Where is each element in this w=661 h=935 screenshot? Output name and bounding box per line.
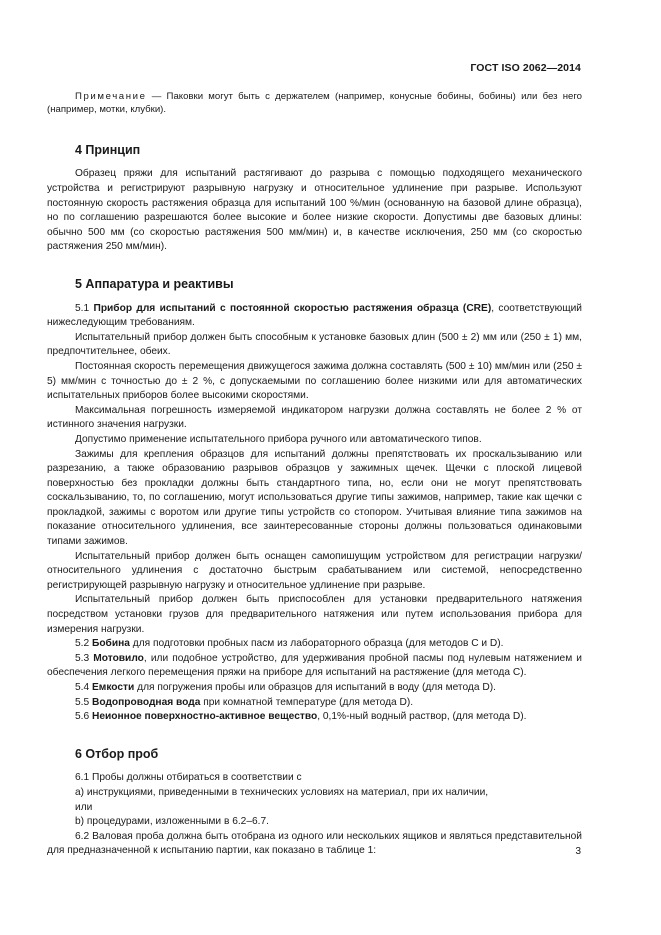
paragraph-error: Максимальная погрешность измеряемой индикатором нагрузки должна составлять не более 2 % от истинного значения нагрузки. <box>47 404 582 431</box>
clause-text: для подготовки пробных пасм из лабораторного образца (для методов C и D). <box>129 638 504 650</box>
clause-text: для погружения пробы или образцов для испытаний в воду (для метода D). <box>134 682 496 693</box>
clause-term: Водопроводная вода <box>92 696 201 708</box>
clause-5-5 <box>47 696 582 711</box>
document-header: ГОСТ ISO 2062—2014 <box>470 62 581 74</box>
clause-5-2 <box>47 637 582 652</box>
clause-text: при комнатной температуре (для метода D). <box>200 696 414 708</box>
clause-text: , 0,1%-ный водный раствор, (для метода D). <box>317 711 527 723</box>
clause-term: Бобина <box>92 638 130 650</box>
section-4-paragraph: Образец пряжи для испытаний растягивают до разрыва с помощью подходящего механического устройства и регистрируют разрывную нагрузку и относительное удлинение при разрыве. Используют постоянную скорость растяжения образца для испытаний 100 %/мин (основанную на базовой длине образца), но по соглашению разрешаются более высокие и более низкие скорости. Допустимы две базовых длины: обычно 500 мм (со скоростью растяжения 500 мм/мин) и, в качестве исключения, 250 мм (со скоростью растяжения 250 мм/мин). <box>47 168 582 253</box>
clause-5-1 <box>47 302 582 331</box>
paragraph-clamps: Зажимы для крепления образцов для испытаний должны препятствовать их проскальзыванию или разрезанию, а также образованию разрывов образцов у зажимных щечек. Щечки с плоской лицевой поверхностью без прокладки должны быть стандартного типа, но, если они не могут препятствовать соскальзыванию, то, по соглашению, могут использоваться другие типы зажимов, например, такие как щечки с прокладкой, зажимы с воротом или другие типы устройств со стопором. Учитывая влияние типа зажимов на показание относительного удлинения, все заинтересованные стороны должны пользоваться одинаковыми типами зажимов. <box>47 448 582 548</box>
clause-5-4 <box>47 681 582 696</box>
paragraph-speed: Постоянная скорость перемещения движущегося зажима должна составлять (500 ± 10) мм/мин или (250 ± 5) мм/мин с точностью до ± 2 %, с допускаемыми по соглашению более низкими или для автоматических испытательных приборов более высокими скоростями. <box>47 360 582 402</box>
clause-number: 5.2 <box>75 638 92 650</box>
clause-6-1-a: a) инструкциями, приведенными в технических условиях на материал, при их наличии, <box>75 786 489 798</box>
clause-5-6 <box>47 710 582 725</box>
paragraph-pretension: Испытательный прибор должен быть приспособлен для установки предварительного натяжения посредством установки грузов для предварительного натяжения или путем использования прибора для измерения нагрузки. <box>47 594 582 635</box>
clause-5-3 <box>47 652 582 681</box>
clause-term: Мотовило <box>93 652 144 664</box>
clause-number: 5.1 <box>75 302 94 314</box>
clause-term: Неионное поверхностно-активное вещество <box>92 711 318 723</box>
paragraph-recorder: Испытательный прибор должен быть оснащен самопишущим устройством для регистрации нагрузки/относительного удлинения с достаточно быстрым срабатыванием или системой, непосредственно регистрирующей разрывную нагрузку и относительное удлинение при разрыве. <box>47 550 582 591</box>
clause-6-2: 6.2 Валовая проба должна быть отобрана из одного или нескольких ящиков и являться представительной для предназначенной к испытанию партии, как показано в таблице 1: <box>47 830 582 857</box>
clause-6-1-or: или <box>75 801 93 813</box>
clause-term: Емкости <box>92 682 135 693</box>
note-text: — Паковки могут быть с держателем (например, конусные бобины, бобины) или без него (например, мотки, клубки). <box>47 91 582 116</box>
document-body <box>47 90 582 859</box>
note-label: Примечание <box>75 91 147 102</box>
clause-6-1: 6.1 Пробы должны отбираться в соответствии с <box>75 772 302 784</box>
clause-text: , соответствующий нижеследующим требованиям. <box>47 302 582 329</box>
clause-number: 5.6 <box>75 711 92 723</box>
section-4-title: 4 Принцип <box>75 142 141 157</box>
clause-text: , или подобное устройство, для удерживания пробной пасмы под нулевым натяжением и обеспечения легкого перемещения пряжи на приборе для испытаний на растяжение (для метода C). <box>47 652 582 679</box>
clause-number: 5.5 <box>75 696 92 708</box>
clause-number: 5.3 <box>75 652 94 664</box>
clause-term: Прибор для испытаний с постоянной скоростью растяжения образца (CRE) <box>93 302 492 314</box>
paragraph-types: Допустимо применение испытательного прибора ручного или автоматического типов. <box>75 433 482 445</box>
clause-number: 5.4 <box>75 682 92 693</box>
page-number: 3 <box>575 846 581 857</box>
paragraph-gauge-length: Испытательный прибор должен быть способным к установке базовых длин (500 ± 2) мм или (250 ± 1) мм, предпочтительнее, обеих. <box>47 331 582 358</box>
note-paragraph <box>47 90 582 117</box>
section-6-title: 6 Отбор проб <box>75 746 159 761</box>
section-5-title: 5 Аппаратура и реактивы <box>75 276 234 291</box>
clause-6-1-b: b) процедурами, изложенными в 6.2–6.7. <box>75 816 270 828</box>
